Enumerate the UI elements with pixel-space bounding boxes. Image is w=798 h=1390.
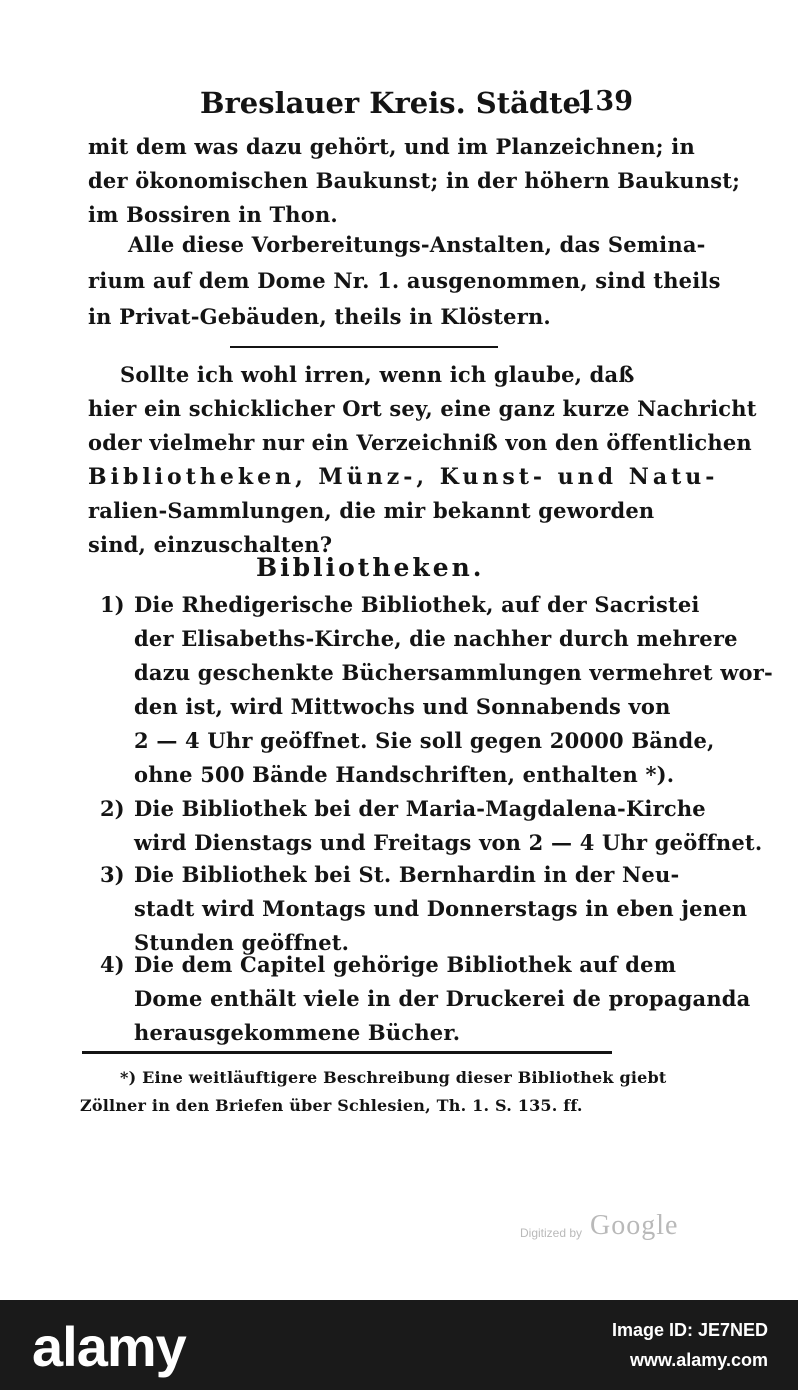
google-logo: Google xyxy=(590,1210,679,1241)
text-line: in Privat-Gebäuden, theils in Klöstern. xyxy=(88,304,551,329)
text-line: den ist, wird Mittwochs und Sonnabends von xyxy=(134,694,671,719)
page-number: 139 xyxy=(576,86,633,117)
footnote-line: Zöllner in den Briefen über Schlesien, Th. 1. S. 135. ff. xyxy=(80,1096,583,1115)
running-header xyxy=(88,86,633,126)
footnote-rule xyxy=(82,1051,612,1054)
text-line: ohne 500 Bände Handschriften, enthalten *). xyxy=(134,762,675,787)
text-line: mit dem was dazu gehört, und im Planzeichnen; in xyxy=(88,134,695,159)
text-line: wird Dienstags und Freitags von 2 — 4 Uhr geöffnet. xyxy=(134,830,763,855)
text-line: Die Bibliothek bei der Maria-Magdalena-Kirche xyxy=(134,796,706,821)
text-line: Stunden geöffnet. xyxy=(134,930,350,955)
text-line: im Bossiren in Thon. xyxy=(88,202,338,227)
text-line: ralien-Sammlungen, die mir bekannt geworden xyxy=(88,498,655,523)
footnote-line: *) Eine weitläuftigere Beschreibung dieser Bibliothek giebt xyxy=(120,1068,667,1087)
text-line: Die Rhedigerische Bibliothek, auf der Sacristei xyxy=(134,592,700,617)
list-number: 1) xyxy=(100,592,125,617)
text-line: oder vielmehr nur ein Verzeichniß von den öffentlichen xyxy=(88,430,752,455)
header-title: Breslauer Kreis. Städte. xyxy=(200,86,592,120)
text-line: Die Bibliothek bei St. Bernhardin in der Neu- xyxy=(134,862,680,887)
watermark-caption: Digitized by xyxy=(520,1226,583,1240)
text-line: herausgekommene Bücher. xyxy=(134,1020,461,1045)
alamy-logo: alamy xyxy=(32,1315,186,1378)
text-line: Die dem Capitel gehörige Bibliothek auf dem xyxy=(134,952,677,977)
section-divider xyxy=(230,346,498,348)
text-line: Bibliotheken, Münz-, Kunst- und Natu- xyxy=(88,464,719,490)
text-line: hier ein schicklicher Ort sey, eine ganz kurze Nachricht xyxy=(88,396,757,421)
text-line: sind, einzuschalten? xyxy=(88,532,333,557)
text-line: stadt wird Montags und Donnerstags in eben jenen xyxy=(134,896,748,921)
list-number: 4) xyxy=(100,952,125,977)
text-line: 2 — 4 Uhr geöffnet. Sie soll gegen 20000 Bände, xyxy=(134,728,715,753)
text-line: rium auf dem Dome Nr. 1. ausgenommen, sind theils xyxy=(88,268,721,293)
text-line: der Elisabeths-Kirche, die nachher durch mehrere xyxy=(134,626,738,651)
text-line: Alle diese Vorbereitungs-Anstalten, das Semina- xyxy=(128,232,706,257)
image-id-label: Image ID: JE7NED xyxy=(611,1320,768,1340)
stock-banner xyxy=(0,1300,798,1390)
list-number: 2) xyxy=(100,796,125,821)
text-line: Dome enthält viele in der Druckerei de propaganda xyxy=(134,986,751,1011)
text-line: der ökonomischen Baukunst; in der höhern Baukunst; xyxy=(88,168,741,193)
section-heading: Bibliotheken. xyxy=(256,553,485,582)
stock-url-label: www.alamy.com xyxy=(629,1350,768,1370)
text-line: Sollte ich wohl irren, wenn ich glaube, daß xyxy=(120,362,635,387)
text-line: dazu geschenkte Büchersammlungen vermehret wor- xyxy=(134,660,773,685)
list-number: 3) xyxy=(100,862,125,887)
